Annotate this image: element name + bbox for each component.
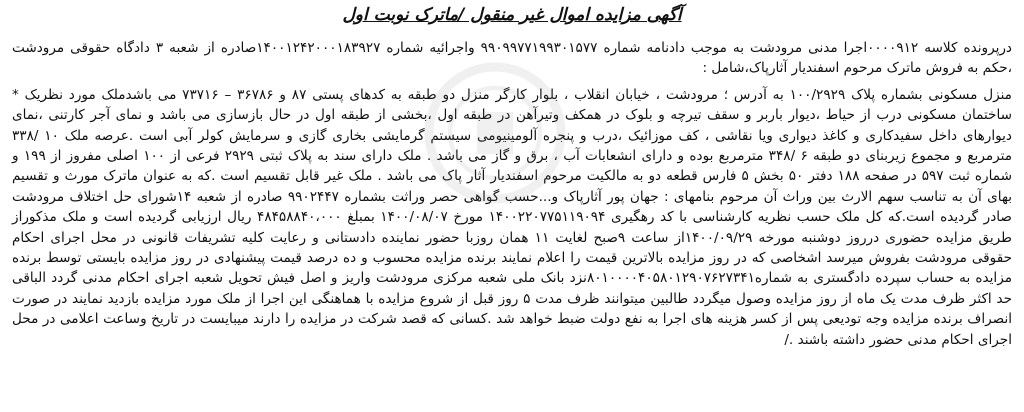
notice-title: آگهی مزایده اموال غیر منقول /ماترک نوبت اول: [342, 5, 682, 25]
notice-intro: درپرونده کلاسه ۰۰۰۰۹۱۲اجرا مدنی مرودشت به موجب دادنامه شماره ۹۹۰۹۹۷۷۱۹۹۳۰۱۵۷۷ واجرائیه شماره ۱۴۰۰۱۲۴۲۰۰۰۱۸۳۹۲۷صادره از شعبه ۳ دادگاه حقوقی مرودشت ،حکم به فروش ماترک مرحوم اسفندیار آثارپاک،شامل :: [12, 40, 1012, 77]
notice-body: منزل مسکونی بشماره پلاک ۱۰۰/۲۹۲۹ به آدرس ؛ مرودشت ، خیابان انقلاب ، بلوار کارگر منزل دو طبقه به کدهای پستی ۸۷ و ۳۶۷۸۶ – ۷۳۷۱۶ می باشدملک مورد نظریک * ساختمان مسکونی درب از حیاط ،دیوار باربر و سقف تیرچه و بلوک در همکف وتیرآهن در طبقه اول ،بخشی از طبقه اول در حال بازسازی می باشد و نمای آجر کارتنی ،نمای دیوارهای داخل سفیدکاری و کاغذ دیواری ویا نقاشی ، کف موزائیک ،درب و پنجره آلومینیومی سیستم گرمایشی بخاری گازی و سرمایش کولر آبی است .عرصه ملک ۱۰ /۳۳۸ مترمربع و مجموع زیربنای دو طبقه ۶ /۳۴۸ مترمربع بوده و دارای انشعابات آب ، برق و گاز می باشد . ملک دارای سند به پلاک ثبتی ۲۹۲۹ فرعی از ۱۰۰ اصلی مفروز از ۱۹۹ و شماره ثبت ۵۹۷ در صفحه ۱۸۸ دفتر ۵۰ بخش ۵ فارس قطعه دو به مالکیت مرحوم اسفندیار آثار پاک می باشد . ملک غیر قابل تقسیم است .که به عنوان ماترک مورث و تقسیم بهای آن به تناسب سهم الارث بین وراث آن مرحوم بنامهای : جهان پور آثارپاک و...حسب گواهی حصر وراثت بشماره ۹۹۰۲۴۴۷ صادره از شعبه ۱۴شورای حل اختلاف مرودشت صادر گردیده است.که کل ملک حسب نظریه کارشناسی با کد رهگیری ۱۴۰۰۲۲۰۷۷۵۱۱۹۰۹۴ مورخ ۱۴۰۰/۰۸/۰۷ بمبلغ ۴۸۴۵۸۸۴۰،۰۰۰ ریال ارزیابی گردیده است و ملک مذکوراز طریق مزایده حضوری درروز دوشنبه مورخه ۱۴۰۰/۰۹/۲۹از ساعت ۹صبح لغایت ۱۱ همان روزبا حضور نماینده دادستانی و رعایت کلیه تشریفات قانونی در محل اجرای احکام حقوقی مرودشت بفروش میرسد اشخاصی که در روز مزایده بالاترین قیمت را اعلام نمایند برنده مزایده محسوب و ده درصد قیمت پیشنهادی در روز مزایده بایستی توسط برنده مزایده به حساب سپرده دادگستری به شماره۸۰۱۰۰۰۰۴۰۵۸۰۱۲۹۰۷۶۲۷۳۴۱نزد بانک ملی شعبه مرکزی مرودشت واریز و اصل فیش تحویل شعبه اجرای احکام مدنی گردد الباقی حد اکثر ظرف مدت یک ماه از روز مزایده وصول میگردد طالبین میتوانند ظرف مدت ۵ روز قبل از شروع مزایده با هماهنگی این اجرا از ملک مورد مزایده بازدید نمایند در صورت انصراف برنده مزایده وجه تودیعی پس از کسر هزینه های اجرا به نفع دولت ضبط خواهد شد .کسانی که قصد شرکت در مزایده را دارند میبایست در تاریخ وساعت اعلامی در محل اجرای احکام مدنی حضور داشته باشند ./: [12, 86, 1012, 348]
